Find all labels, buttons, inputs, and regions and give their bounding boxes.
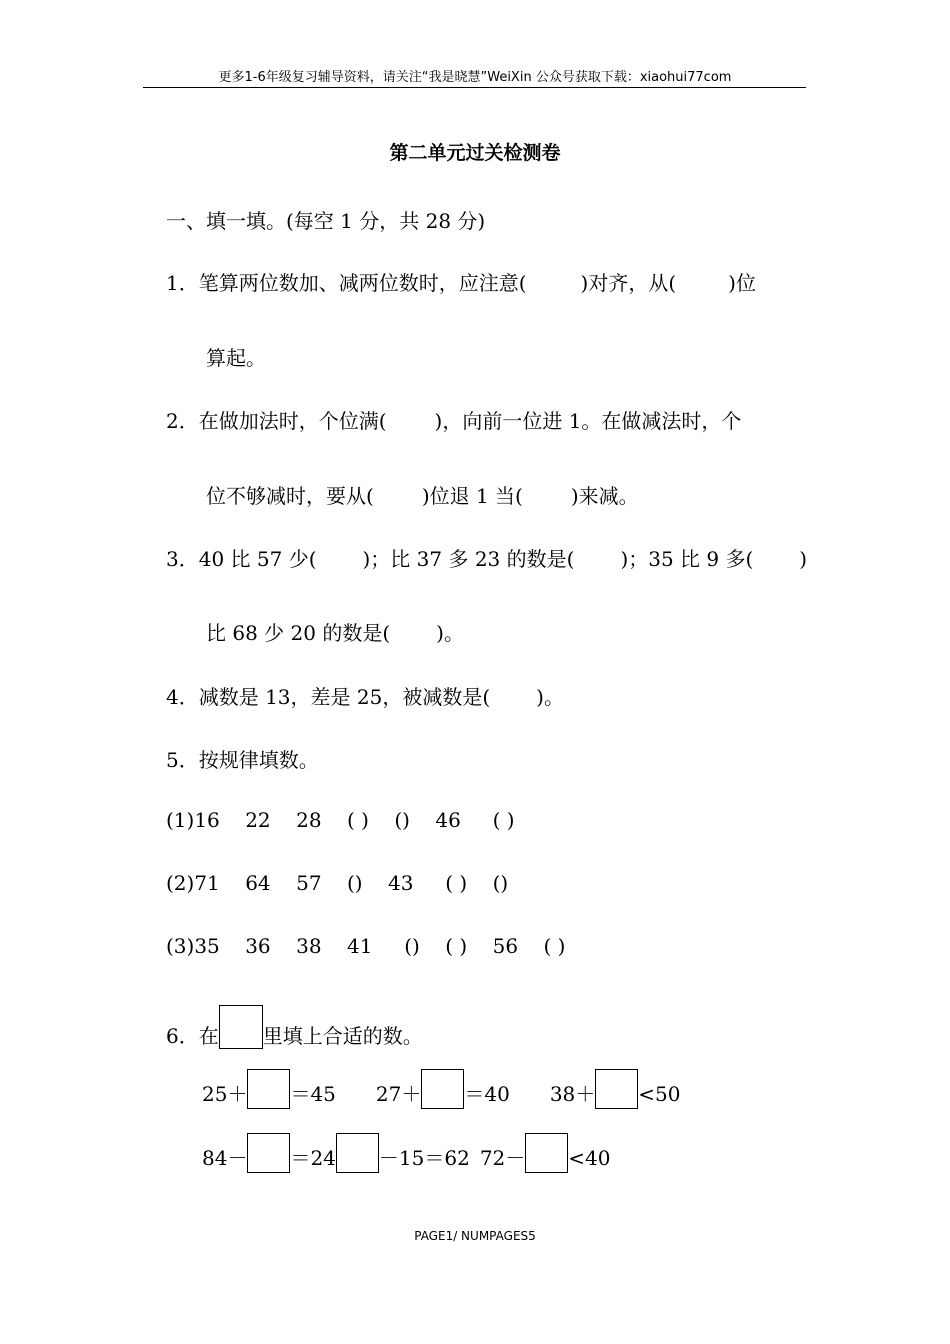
answer-box-2[interactable] (421, 1069, 464, 1109)
sequence-row-1 (166, 808, 515, 832)
q2-text-b: )，向前一位进 1。在做减法时，个 (434, 409, 742, 433)
answer-box-6[interactable] (525, 1133, 568, 1173)
q3-text-d: ) (799, 547, 808, 571)
q1-text-b: )对齐，从( (580, 271, 677, 295)
q4-text-a: 4．减数是 13，差是 25，被减数是( (166, 685, 491, 709)
question-1-line-1 (166, 267, 756, 296)
eq1-left: 25＋ (202, 1082, 248, 1106)
answer-box-1[interactable] (247, 1069, 290, 1109)
q2-text-e: )来减。 (570, 484, 639, 508)
section-heading: 一、填一填。(每空 1 分，共 28 分) (166, 209, 486, 233)
answer-box-3[interactable] (595, 1069, 638, 1109)
sequence-row-2-text: (2)71 64 57 () 43 ( ) () (166, 871, 509, 895)
q3-text-b: )；比 37 多 23 的数是( (362, 547, 575, 571)
header-rule (143, 87, 806, 88)
eq6-right: <40 (568, 1146, 611, 1170)
q6-text-b: 里填上合适的数。 (262, 1024, 423, 1048)
eq2-left: 27＋ (375, 1082, 422, 1106)
eq1-right: ＝45 (290, 1082, 336, 1106)
question-4 (166, 681, 564, 710)
q3-text-f: )。 (436, 621, 464, 645)
q4-text-b: )。 (536, 685, 564, 709)
q2-text-c: 位不够减时，要从( (206, 484, 374, 508)
eq4-left: 84－ (202, 1146, 248, 1170)
q2-text-a: 2．在做加法时，个位满( (166, 409, 387, 433)
eq3-right: <50 (638, 1082, 681, 1106)
answer-box-4[interactable] (247, 1133, 290, 1173)
eq4-right: ＝24 (290, 1146, 336, 1170)
question-2-line-1 (166, 405, 741, 434)
q3-text-a: 3．40 比 57 少( (166, 547, 317, 571)
question-1-line-2: 算起。 (206, 346, 266, 370)
question-5-title: 5．按规律填数。 (166, 748, 319, 772)
q3-text-e: 比 68 少 20 的数是( (206, 621, 391, 645)
question-3-line-1 (166, 543, 807, 572)
answer-box-5[interactable] (336, 1133, 379, 1173)
question-6-title (166, 1005, 423, 1049)
equation-row-2 (202, 1133, 610, 1173)
q3-text-c: )；35 比 9 多( (620, 547, 754, 571)
page-header: 更多1-6年级复习辅导资料，请关注“我是晓慧”WeiXin 公众号获取下载：xiaohui77com (218, 70, 732, 85)
eq2-right: ＝40 (464, 1082, 510, 1106)
sequence-row-3-text: (3)35 36 38 41 () ( ) 56 ( ) (166, 934, 566, 958)
q1-text-c: )位 (728, 271, 756, 295)
question-2-line-2 (206, 480, 639, 509)
sequence-row-2 (166, 871, 508, 895)
page-footer: PAGE1/ NUMPAGES5 (414, 1229, 536, 1243)
sequence-row-3 (166, 934, 565, 958)
sequence-row-1-text: (1)16 22 28 ( ) () 46 ( ) (166, 808, 515, 832)
equation-row-1 (202, 1069, 680, 1109)
eq5-right: －15＝62 (378, 1146, 470, 1170)
q2-text-d: )位退 1 当( (421, 484, 523, 508)
eq3-left: 38＋ (549, 1082, 596, 1106)
q6-text-a: 6．在 (166, 1024, 219, 1048)
answer-box-sample (219, 1005, 263, 1049)
q1-text-a: 1．笔算两位数加、减两位数时，应注意( (166, 271, 527, 295)
page-title: 第二单元过关检测卷 (389, 142, 561, 164)
eq6-left: 72－ (479, 1146, 526, 1170)
question-3-line-2 (206, 617, 464, 646)
